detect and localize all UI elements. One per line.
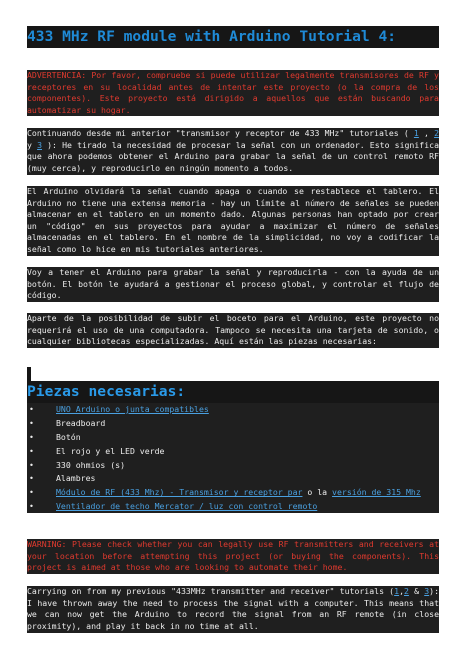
list-item — [27, 403, 439, 417]
page-title: 433 MHz RF module with Arduino Tutorial 4: — [27, 28, 397, 45]
intro-text-after: ): He tirado la necesidad de procesar la señal con un ordenador. Esto significa que ahora podemos obtener el Arduino para grabar la señal de un control remoto RF (muy cerca), y reproducirlo en ningún momento a todos. — [27, 139, 440, 173]
tutorial-link-en-3[interactable]: 3 — [424, 586, 430, 596]
parts-list — [27, 403, 439, 513]
intro-paragraph-es — [27, 128, 439, 175]
memory-paragraph-es: El Arduino olvidará la señal cuando apaga o cuando se restablece el tablero. El Arduino no tiene una extensa memoria - hay un límite al número de señales se pueden almacenar en el tablero en un momento dado. Algunas personas han optado por crear un "código" en sus proyectos para ayudar a maximizar el número de señales almacenadas en el tablero. En el nombre de la simplicidad, no voy a codificar la señal como lo hice en mis tutoriales anteriores. — [27, 186, 439, 256]
part-button: Botón — [56, 431, 81, 442]
list-item — [27, 486, 439, 500]
link-separator: & — [408, 586, 425, 596]
arduino-uno-link[interactable]: UNO Arduino o junta compatibles — [56, 404, 209, 414]
part-breadboard: Breadboard — [56, 417, 106, 428]
bullet: • — [29, 487, 34, 498]
bullet: • — [29, 431, 34, 442]
list-item — [27, 417, 439, 431]
bullet: • — [29, 404, 34, 414]
button-paragraph-es: Voy a tener el Arduino para grabar la señal y reproducirla - con la ayuda de un botón. El botón le ayudará a gestionar el proceso global, y controlar el flujo de código. — [27, 267, 439, 301]
rf-module-315-link[interactable]: versión de 315 Mhz — [332, 487, 421, 498]
bullet: • — [29, 473, 34, 484]
tutorial-link-en-1[interactable]: 1 — [394, 586, 400, 596]
tutorial-link-2[interactable]: 2 — [434, 128, 439, 138]
warning-en: WARNING: Please check whether you can legally use RF transmitters and receivers at your location before attempting this project (or buying the components). This project is aimed at those who are looking to automate their home. — [27, 539, 439, 573]
bullet: • — [29, 459, 34, 470]
parts-heading: Piezas necesarias: — [27, 383, 186, 400]
list-item — [27, 472, 439, 486]
list-item — [27, 445, 439, 459]
bullet: • — [29, 501, 34, 512]
link-separator: , — [418, 128, 435, 138]
computer-paragraph-es: Aparte de la posibilidad de subir el boceto para el Arduino, este proyecto no requerirá el uso de una computadora. Tampoco se necesita una tarjeta de sonido, o cualquier bibliotecas especializadas. Aquí están las piezas necesarias: — [27, 313, 439, 347]
tutorial-link-en-2[interactable]: 2 — [404, 586, 409, 596]
list-item — [27, 500, 439, 514]
warning-es: ADVERTENCIA: Por favor, compruebe si puede utilizar legalmente transmisores de RF y receptores en su localidad antes de intentar este proyecto (o la compra de los componentes). Este proyecto está dirigido a aquellos que están buscando para automatizar su hogar. — [27, 70, 439, 115]
part-wires: Alambres — [56, 473, 96, 484]
intro-paragraph-en — [27, 586, 439, 633]
rf-module-433-link[interactable]: Módulo de RF (433 Mhz) - Transmisor y receptor par — [56, 487, 303, 498]
tutorial-link-3[interactable]: 3 — [37, 139, 42, 150]
list-item — [27, 459, 439, 473]
bullet: • — [29, 417, 34, 428]
part-resistors: 330 ohmios (s) — [56, 459, 126, 470]
part-rf-separator: o la — [302, 487, 333, 498]
tutorial-link-1[interactable]: 1 — [413, 128, 419, 138]
part-leds: El rojo y el LED verde — [56, 445, 165, 456]
intro-en-before: Carrying on from my previous "433MHz transmitter and receiver" tutorials ( — [27, 586, 395, 596]
ceiling-fan-link[interactable]: Ventilador de techo Mercator / luz con control remoto — [56, 501, 318, 512]
bullet: • — [29, 445, 34, 456]
list-item — [27, 431, 439, 445]
link-separator: y — [27, 139, 38, 150]
link-separator: , — [399, 586, 404, 596]
intro-text-before: Continuando desde mi anterior "transmisor y receptor de 433 MHz" tutoriales ( — [27, 128, 414, 138]
intro-en-after: ): I have thrown away the need to process the signal with a computer. This means that we can now get the Arduino to record the signal from an RF remote (in close proximity), and play it back in no time at all. — [27, 586, 439, 631]
